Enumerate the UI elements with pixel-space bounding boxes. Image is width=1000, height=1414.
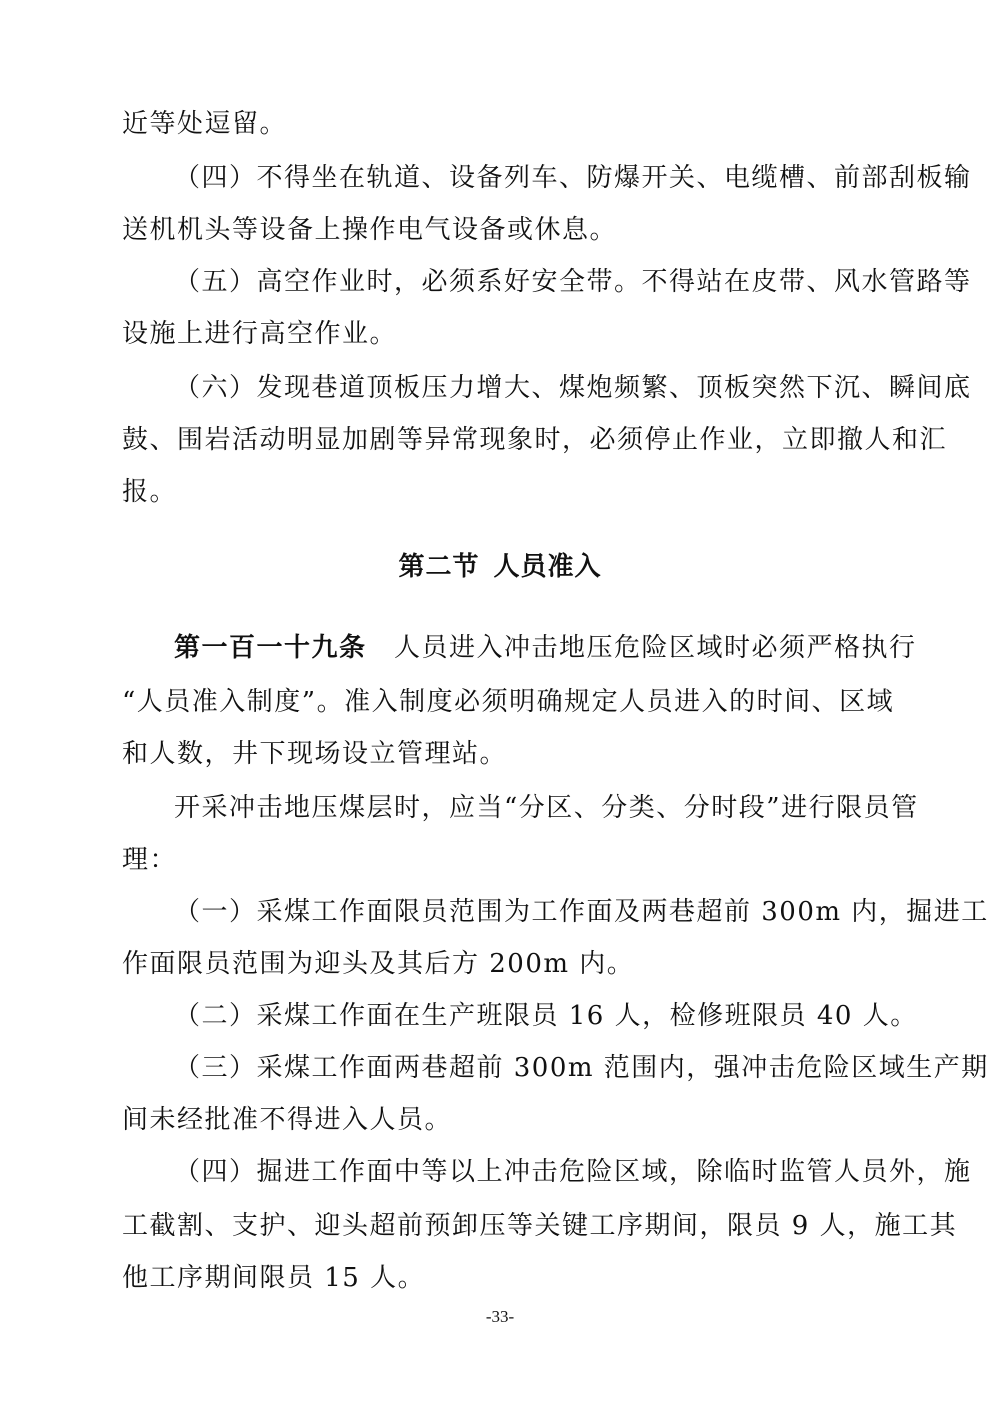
clause-six-line-3: 报。: [122, 477, 178, 507]
section-heading: [0, 547, 1000, 587]
item-four-line-2: 工截割、支护、迎头超前预卸压等关键工序期间，限员 9 人，施工其: [122, 1211, 958, 1241]
item-four-line-1: （四）掘进工作面中等以上冲击危险区域，除临时监管人员外，施: [174, 1157, 972, 1187]
clause-four-line-2: 送机机头等设备上操作电气设备或休息。: [122, 215, 618, 245]
clause-six-line-1: （六）发现巷道顶板压力增大、煤炮频繁、顶板突然下沉、瞬间底: [174, 373, 972, 403]
section-number: 第二节: [398, 552, 480, 582]
paragraph-continuation-line: 近等处逗留。: [122, 109, 288, 139]
article-line-1-text: 人员进入冲击地压危险区域时必须严格执行: [394, 633, 917, 663]
page-number: -33-: [485, 1307, 515, 1326]
item-one-line-1: （一）采煤工作面限员范围为工作面及两巷超前 300m 内，掘进工: [174, 897, 989, 927]
zoning-line-1: 开采冲击地压煤层时，应当“分区、分类、分时段”进行限员管: [174, 793, 919, 823]
item-four-line-3: 他工序期间限员 15 人。: [122, 1263, 426, 1293]
article-number: 第一百一十九条: [174, 633, 367, 663]
item-two-line-1: （二）采煤工作面在生产班限员 16 人，检修班限员 40 人。: [174, 1001, 918, 1031]
article-line-3: 和人数，井下现场设立管理站。: [122, 739, 508, 769]
clause-five-line-1: （五）高空作业时，必须系好安全带。不得站在皮带、风水管路等: [174, 267, 972, 297]
item-three-line-1: （三）采煤工作面两巷超前 300m 范围内，强冲击危险区域生产期: [174, 1053, 989, 1083]
clause-five-line-2: 设施上进行高空作业。: [122, 319, 398, 349]
article-line-1: [174, 628, 917, 668]
item-one-line-2: 作面限员范围为迎头及其后方 200m 内。: [122, 949, 635, 979]
clause-four-line-1: （四）不得坐在轨道、设备列车、防爆开关、电缆槽、前部刮板输: [174, 163, 972, 193]
article-line-2: “人员准入制度”。准入制度必须明确规定人员进入的时间、区域: [122, 687, 895, 717]
zoning-line-2: 理：: [122, 845, 178, 875]
section-title: 人员准入: [493, 552, 602, 582]
item-three-line-2: 间未经批准不得进入人员。: [122, 1105, 453, 1135]
clause-six-line-2: 鼓、围岩活动明显加剧等异常现象时，必须停止作业，立即撤人和汇: [122, 425, 948, 455]
